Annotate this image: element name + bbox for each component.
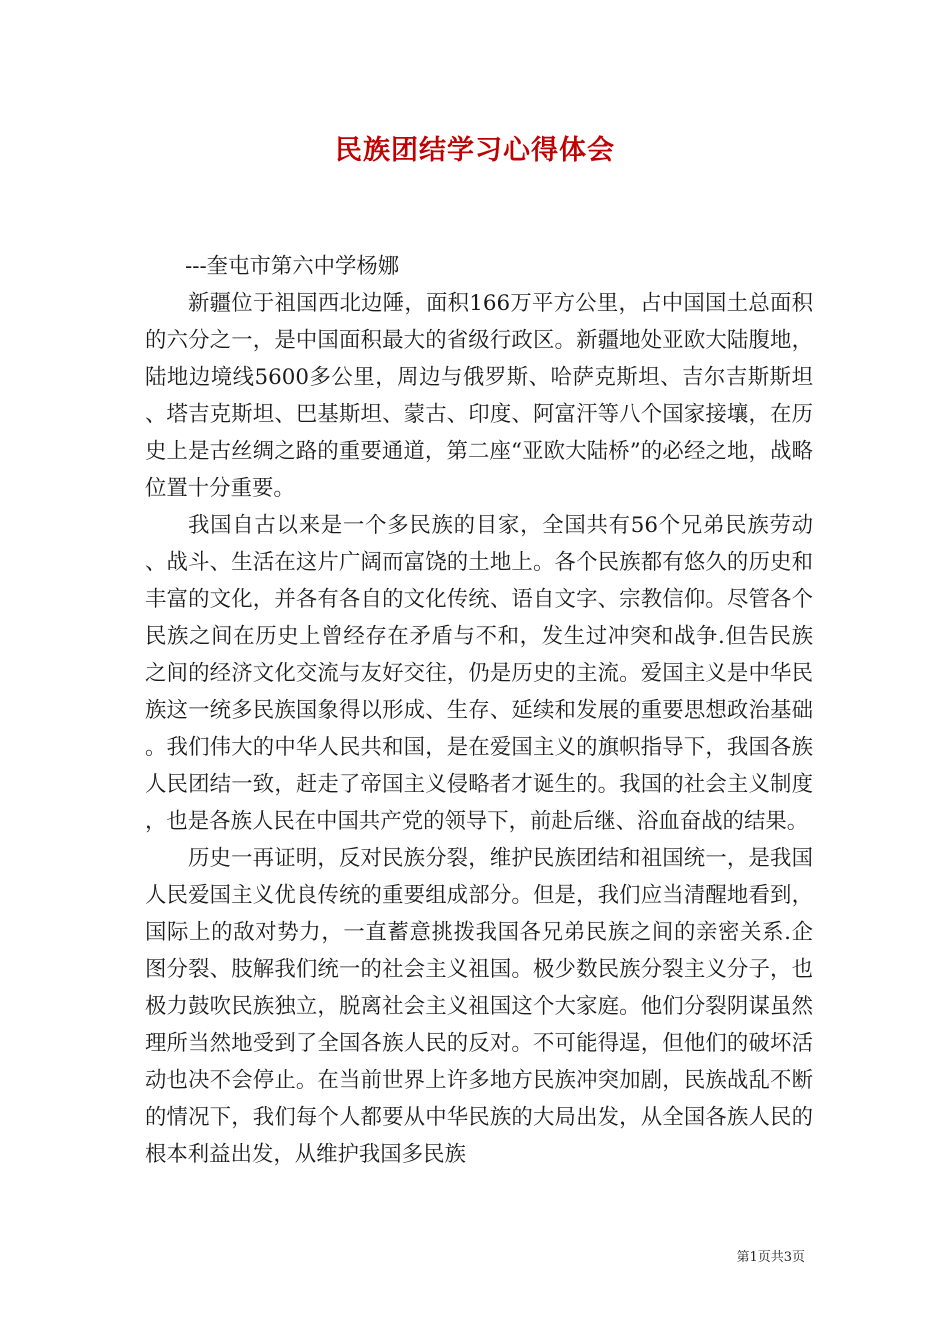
paragraph-xinjiang-geography: 新疆位于祖国西北边陲，面积166万平方公里，占中国国土总面积的六分之一，是中国面积最大的省级行政区。新疆地处亚欧大陆腹地，陆地边境线5600多公里，周边与俄罗斯、哈萨克斯坦、吉尔吉斯斯坦、塔吉克斯坦、巴基斯坦、蒙古、印度、阿富汗等八个国家接壤，在历史上是古丝绸之路的重要通道，第二座“亚欧大陆桥”的必经之地，战略位置十分重要。 [145, 291, 813, 501]
paragraph-oppose-separatism: 历史一再证明，反对民族分裂，维护民族团结和祖国统一，是我国人民爱国主义优良传统的重要组成部分。但是，我们应当清醒地看到，国际上的敌对势力，一直蓄意挑拨我国各兄弟民族之间的亲密关系.企图分裂、肢解我们统一的社会主义祖国。极少数民族分裂主义分子，也极力鼓吹民族独立，脱离社会主义祖国这个大家庭。他们分裂阴谋虽然理所当然地受到了全国各族人民的反对。不可能得逞，但他们的破坏活动也决不会停止。在当前世界上许多地方民族冲突加剧，民族战乱不断的情况下，我们每个人都要从中华民族的大局出发，从全国各族人民的根本利益出发，从维护我国多民族 [145, 846, 813, 1167]
author-byline: ---奎屯市第六中学杨娜 [185, 254, 400, 279]
page-number-footer: 第1页共3页 [736, 1250, 805, 1265]
document-body [145, 248, 813, 1173]
document-title: 民族团结学习心得体会 [335, 135, 615, 166]
paragraph-multiethnic-nation: 我国自古以来是一个多民族的目家，全国共有56个兄弟民族劳动、战斗、生活在这片广阔而富饶的土地上。各个民族都有悠久的历史和丰富的文化，并各有各自的文化传统、语自文字、宗教信仰。尽管各个民族之间在历史上曾经存在矛盾与不和，发生过冲突和战争.但告民族之间的经济文化交流与友好交往，仍是历史的主流。爱国主义是中华民族这一统多民族国象得以形成、生存、延续和发展的重要思想政治基础。我们伟大的中华人民共和国，是在爱国主义的旗帜指导下，我国各族人民团结一致，赶走了帝国主义侵略者才诞生的。我国的社会主义制度，也是各族人民在中国共产党的领导下，前赴后继、浴血奋战的结果。 [145, 513, 813, 834]
